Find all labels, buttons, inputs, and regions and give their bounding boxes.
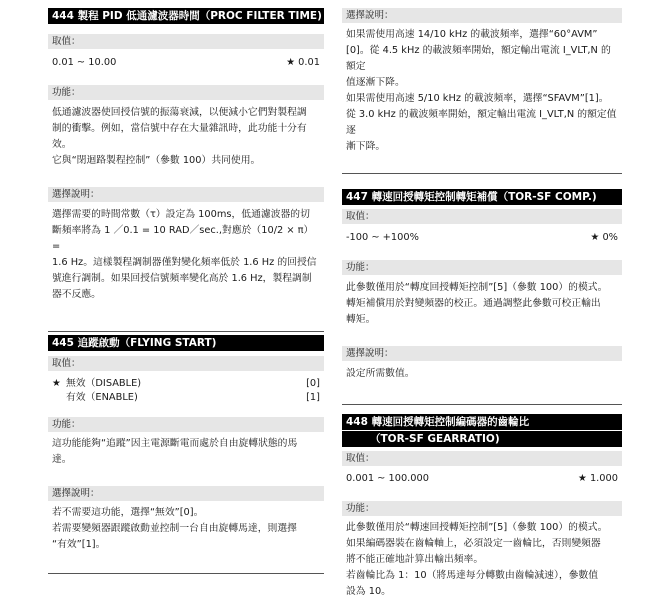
param-448-func-label: 功能： xyxy=(342,501,622,516)
text-line: 若不需要這功能，選擇“無效”[0]。 xyxy=(52,507,204,518)
text-line: 此參數僅用於“轉度回授轉矩控制”[5]（參數 100）的模式。 xyxy=(346,282,608,293)
text-line: 它與“閉迴路製程控制”（參數 100）共同使用。 xyxy=(52,155,261,166)
text-line: 設為 10。 xyxy=(346,586,391,597)
param-444-default: ★ 0.01 xyxy=(286,57,320,68)
param-448-range: 0.001 ~ 100.000 xyxy=(346,473,429,484)
text-line: 如果需使用高速 5/10 kHz 的載波頻率，選擇“SFAVM”[1]。 xyxy=(346,93,609,104)
param-447-func-label: 功能： xyxy=(342,260,622,275)
option-label: 有效（ENABLE) xyxy=(66,392,138,403)
param-447-title: 447 轉速回授轉矩控制轉矩補償（TOR-SF COMP.) xyxy=(342,189,622,205)
text-line: 效。 xyxy=(52,139,72,150)
text-line: 如果編碼器裝在齒輪軸上，必須設定一齒輪比，否則變頻器 xyxy=(346,538,601,549)
text-line: 轉矩。 xyxy=(346,314,376,325)
text-line: 低通濾波器使回授信號的振蕩衰減，以便減小它們對製程調 xyxy=(52,107,307,118)
param-444-func-label: 功能： xyxy=(48,85,324,100)
text-line: 此參數僅用於“轉速回授轉矩控制”[5]（參數 100）的模式。 xyxy=(346,522,608,533)
param-448-title: 448 轉速回授轉矩控制編碼器的齒輪比 xyxy=(342,414,622,430)
param-445-func-label: 功能： xyxy=(48,417,324,432)
param-446-desc-label: 選擇說明： xyxy=(342,8,622,23)
star-icon: ★ xyxy=(52,378,61,389)
option-label: 無效（DISABLE) xyxy=(66,378,142,389)
param-445-desc-label: 選擇說明： xyxy=(48,486,324,501)
text-line: “有效”[1]。 xyxy=(52,539,106,550)
param-444-range: 0.01 ~ 10.00 xyxy=(52,57,117,68)
param-445-title: 445 追蹤啟動（FLYING START) xyxy=(48,335,324,351)
param-447-range: -100 ~ +100% xyxy=(346,232,419,243)
param-448-func-text xyxy=(342,520,622,600)
text-line: 從 3.0 kHz 的載波頻率開始，額定輸出電流 I_VLT,N 的額定值逐 xyxy=(346,109,617,136)
divider xyxy=(48,573,324,574)
divider xyxy=(342,173,622,174)
param-444-title: 444 製程 PID 低通濾波器時間（PROC FILTER TIME) xyxy=(48,8,324,24)
param-445-desc-text xyxy=(48,505,324,553)
text-line: 制的衝擊。例如，當信號中存在大量雜訊時，此功能十分有 xyxy=(52,123,307,134)
option-code: [1] xyxy=(306,392,320,403)
text-line: 設定所需數值。 xyxy=(346,368,415,379)
param-444-func-text xyxy=(48,105,324,169)
param-447-value-label: 取值： xyxy=(342,209,622,224)
param-444-desc-text xyxy=(48,207,324,303)
param-448-default: ★ 1.000 xyxy=(578,473,618,484)
param-447-value-row xyxy=(342,230,622,246)
param-447-default: ★ 0% xyxy=(590,232,618,243)
param-448-value-label: 取值： xyxy=(342,451,622,466)
text-line: 漸下降。 xyxy=(346,141,386,152)
text-line: 將不能正確地計算出輸出頻率。 xyxy=(346,554,484,565)
text-line: 轉矩補償用於對變頻器的校正。通過調整此參數可校正輸出 xyxy=(346,298,601,309)
text-line: 如果需使用高速 14/10 kHz 的載波頻率，選擇“60°AVM” xyxy=(346,29,598,40)
param-445-options xyxy=(48,377,324,405)
left-column xyxy=(48,0,324,574)
param-444-desc-label: 選擇說明： xyxy=(48,187,324,202)
option-code: [0] xyxy=(306,378,320,389)
text-line: 若需要變頻器跟蹤啟動並控制一台自由旋轉馬達，則選擇 xyxy=(52,523,297,534)
param-446-desc-text xyxy=(342,27,622,155)
text-line: 選擇需要的時間常數（τ）設定為 100ms，低通濾波器的切 xyxy=(52,209,310,220)
param-448-value-row xyxy=(342,471,622,487)
divider xyxy=(342,404,622,405)
text-line: 若齒輪比為 1：10（將馬達每分轉數由齒輪減速），參數值 xyxy=(346,570,599,581)
divider xyxy=(48,331,324,332)
param-445-func-text xyxy=(48,436,324,468)
param-444-value-row xyxy=(48,55,324,71)
text-line: [0]。從 4.5 kHz 的載波頻率開始，額定輸出電流 I_VLT,N 的額定 xyxy=(346,45,611,72)
text-line: 斷頻率將為 1 ／0.1 = 10 RAD／sec.,對應於（10/2 × π） = xyxy=(52,225,314,252)
right-column xyxy=(342,0,622,600)
param-444-value-label: 取值： xyxy=(48,34,324,49)
option-row xyxy=(48,391,324,405)
text-line: 號進行調制。如果回授信號頻率變化高於 1.6 Hz，製程調制 xyxy=(52,273,312,284)
text-line: 這功能能夠“追蹤”因主電源斷電而處於自由旋轉狀態的馬 xyxy=(52,438,298,449)
text-line: 1.6 Hz。這樣製程調制器僅對變化頻率低於 1.6 Hz 的回授信 xyxy=(52,257,317,268)
param-447-desc-text xyxy=(342,366,622,382)
param-447-desc-label: 選擇說明： xyxy=(342,346,622,361)
text-line: 達。 xyxy=(52,454,72,465)
param-445-value-label: 取值： xyxy=(48,356,324,371)
text-line: 值逐漸下降。 xyxy=(346,77,405,88)
option-row xyxy=(48,377,324,391)
param-448-title-2: （TOR-SF GEARRATIO) xyxy=(342,431,622,447)
text-line: 器不反應。 xyxy=(52,289,101,300)
param-447-func-text xyxy=(342,280,622,328)
